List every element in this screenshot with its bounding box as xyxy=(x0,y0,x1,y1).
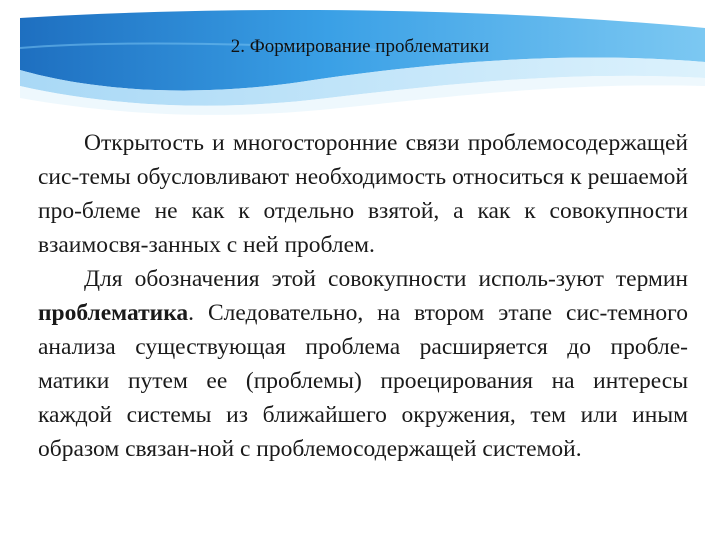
paragraph-text: Открытость и многосторонние связи проблемосодержащей сис-темы обусловливают необходимость относиться к решаемой про-блеме не как к отдельно взятой, а как к совокупности взаимосвя-занных с ней проблем. xyxy=(38,130,688,258)
paragraph-problematics xyxy=(38,262,688,466)
slide-title: 2. Формирование проблематики xyxy=(230,36,490,57)
header-banner xyxy=(0,0,720,120)
term-problematics: проблематика xyxy=(38,300,189,326)
paragraph-text-start: Для обозначения этой совокупности исполь-зуют термин xyxy=(84,266,688,292)
paragraph-text-end: . Следовательно, на втором этапе сис-темного анализа существующая проблема расширяется до пробле-матики путем ее (проблемы) проецирования на интересы каждой системы из ближайшего окружения, тем или иным образом связан-ной с проблемосодержащей системой. xyxy=(38,300,688,462)
paragraph-openness xyxy=(38,126,688,262)
slide-body xyxy=(38,126,688,466)
header-wave-graphic xyxy=(0,0,720,120)
